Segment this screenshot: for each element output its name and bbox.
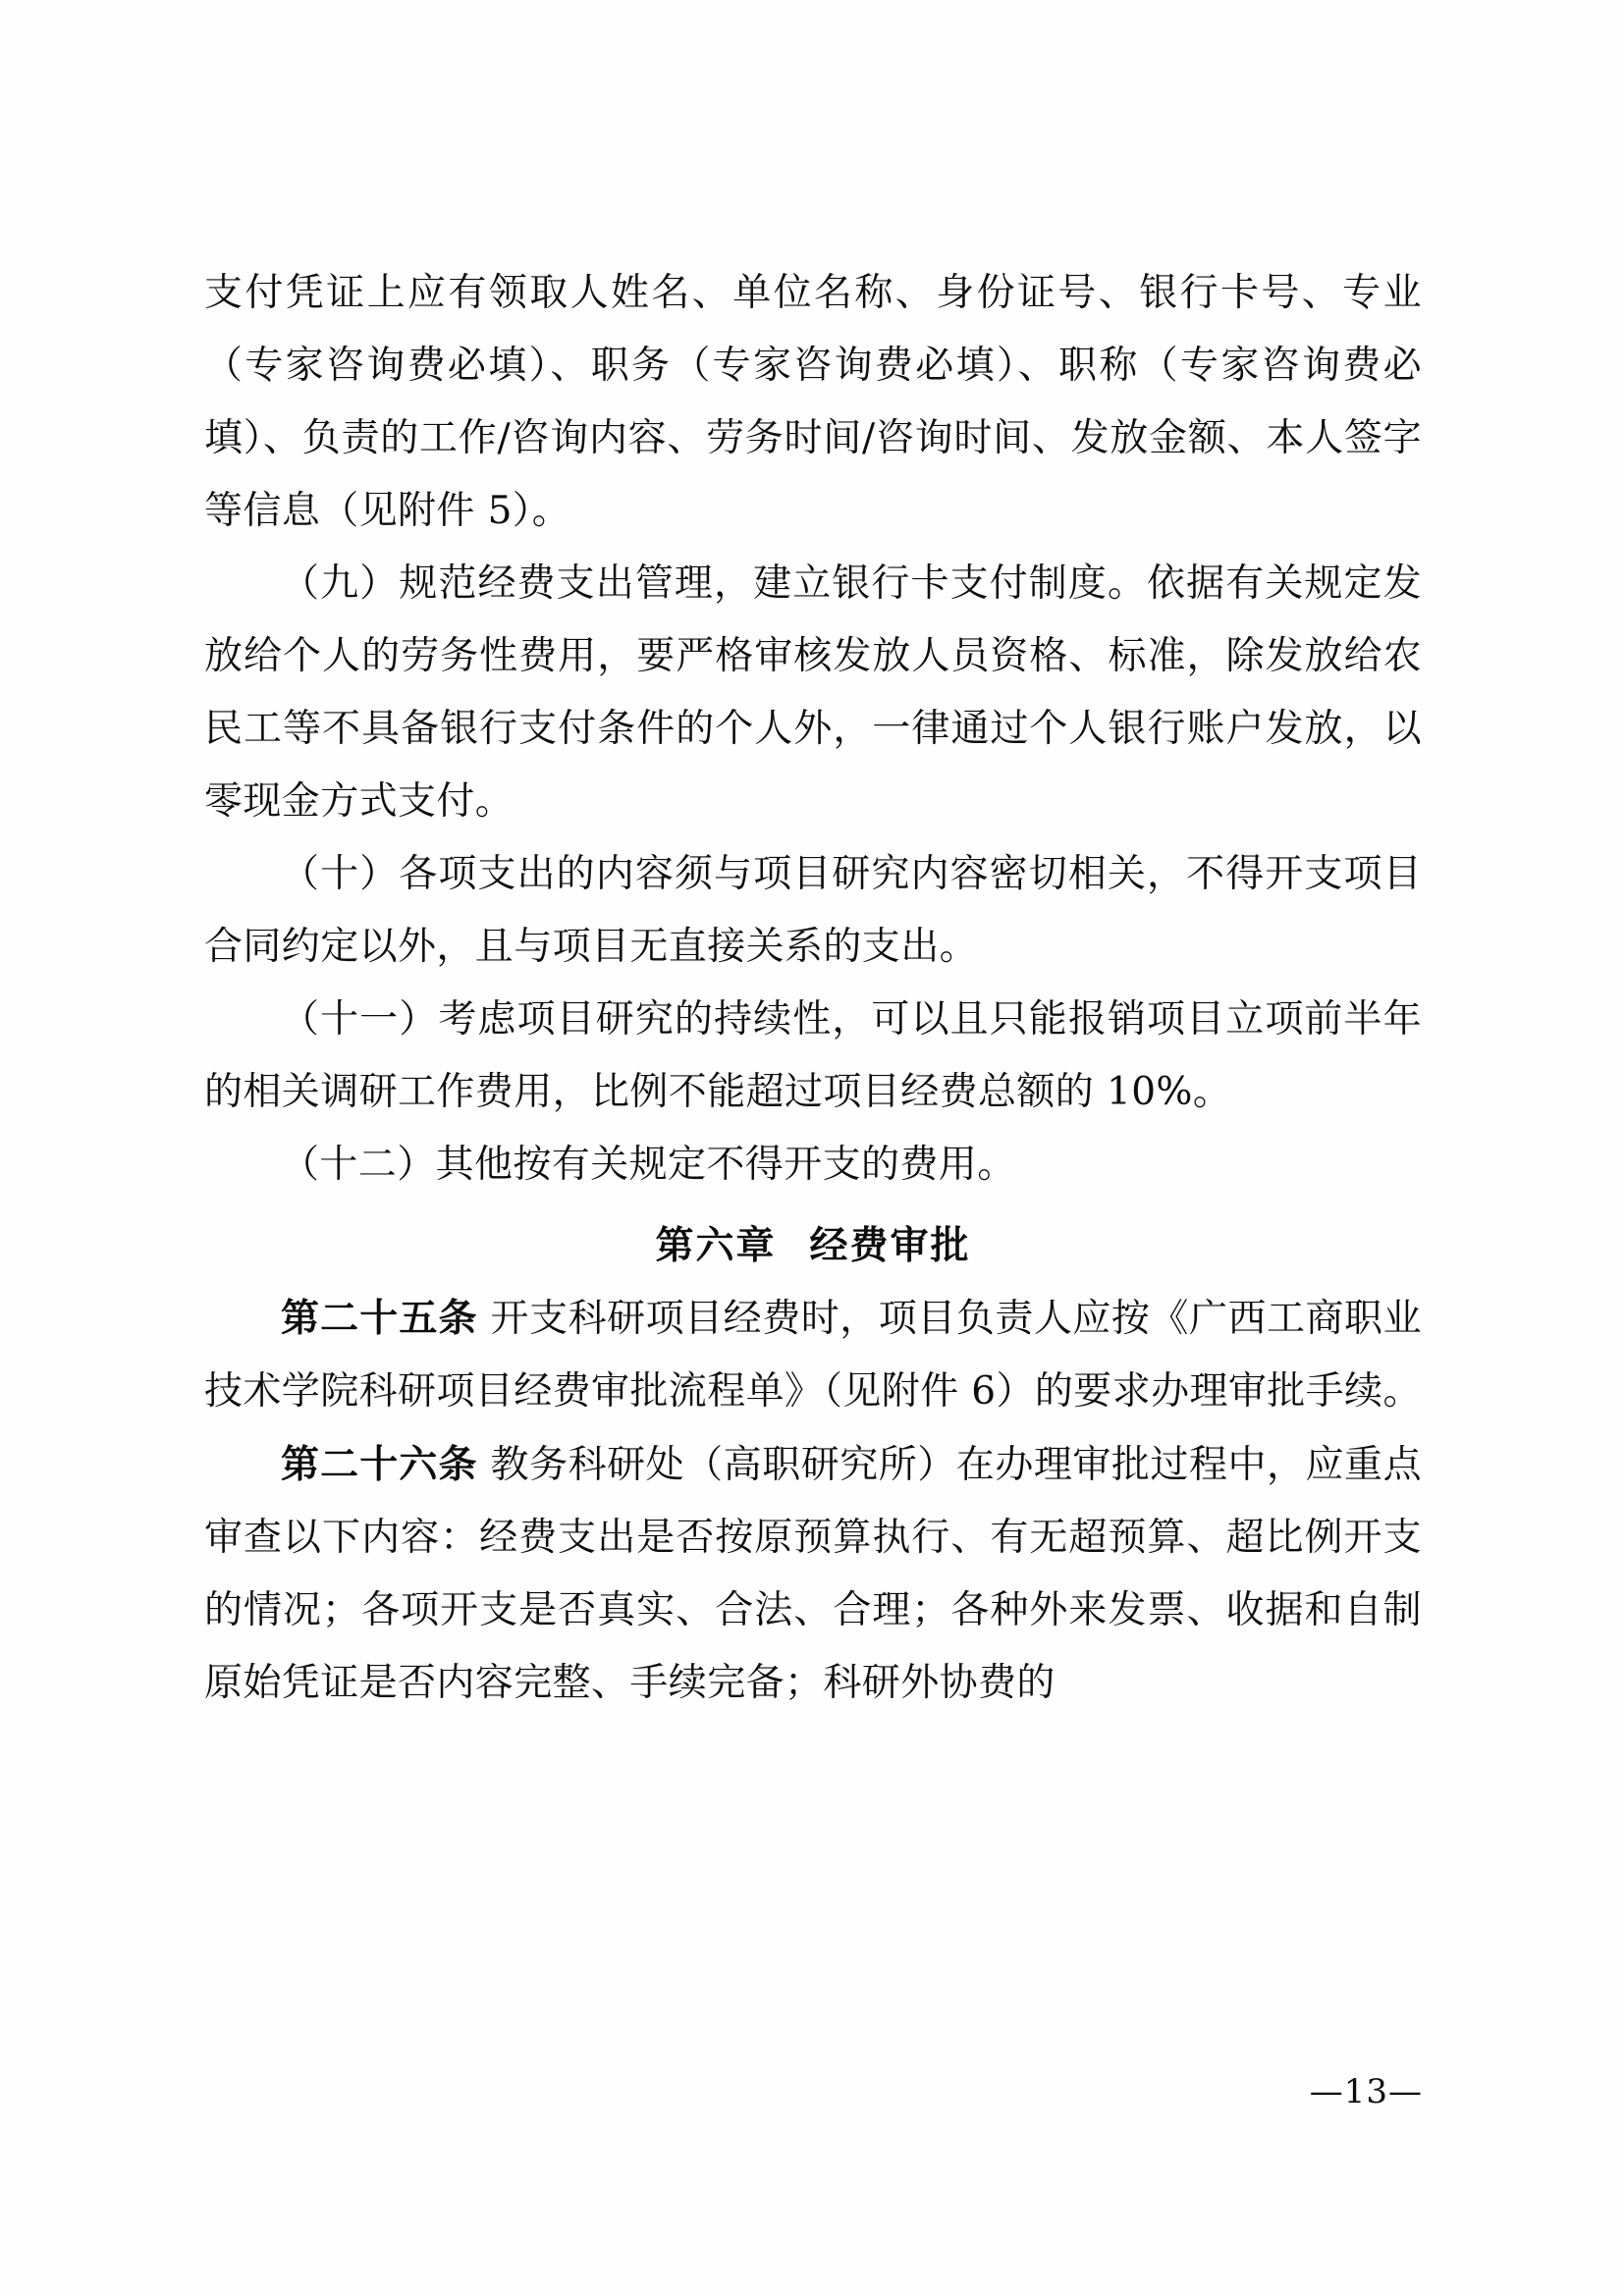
paragraph-item-9: （九）规范经费支出管理，建立银行卡支付制度。依据有关规定发放给个人的劳务性费用，要严格审核发放人员资格、标准，除发放给农民工等不具备银行支付条件的个人外，一律通过个人银行账户发放，以零现金方式支付。 bbox=[204, 561, 1422, 824]
article-26 bbox=[204, 1428, 1422, 1720]
chapter-title-text: 经费审批 bbox=[809, 1223, 971, 1268]
paragraph-item-10: （十）各项支出的内容须与项目研究内容密切相关，不得开支项目合同约定以外，且与项目无直接关系的支出。 bbox=[204, 852, 1422, 969]
paragraph-item-12: （十二）其他按有关规定不得开支的费用。 bbox=[281, 1143, 1016, 1187]
article-26-text: 教务科研处（高职研究所）在办理审批过程中，应重点审查以下内容：经费支出是否按原预算执行、有无超预算、超比例开支的情况；各项开支是否真实、合法、合理；各种外来发票、收据和自制原始凭证是否内容完整、手续完备；科研外协费的 bbox=[204, 1443, 1422, 1705]
article-25-label: 第二十五条 bbox=[281, 1296, 478, 1341]
article-25-text: 开支科研项目经费时，项目负责人应按《广西工商职业技术学院科研项目经费审批流程单》（见附件 6）的要求办理审批手续。 bbox=[204, 1297, 1422, 1414]
page-content bbox=[204, 257, 1422, 1720]
page-number: —13— bbox=[1309, 2072, 1423, 2111]
article-26-label: 第二十六条 bbox=[281, 1442, 478, 1487]
article-25 bbox=[204, 1282, 1422, 1428]
paragraph-payment-voucher: 支付凭证上应有领取人姓名、单位名称、身份证号、银行卡号、专业（专家咨询费必填）、职务（专家咨询费必填）、职称（专家咨询费必填）、负责的工作/咨询内容、劳务时间/咨询时间、发放金额、本人签字等信息（见附件 5）。 bbox=[204, 271, 1422, 533]
chapter-number: 第六章 bbox=[655, 1223, 777, 1268]
chapter-heading bbox=[204, 1209, 1422, 1282]
paragraph-item-11: （十一）考虑项目研究的持续性，可以且只能报销项目立项前半年的相关调研工作费用，比例不能超过项目经费总额的 10%。 bbox=[204, 997, 1422, 1114]
